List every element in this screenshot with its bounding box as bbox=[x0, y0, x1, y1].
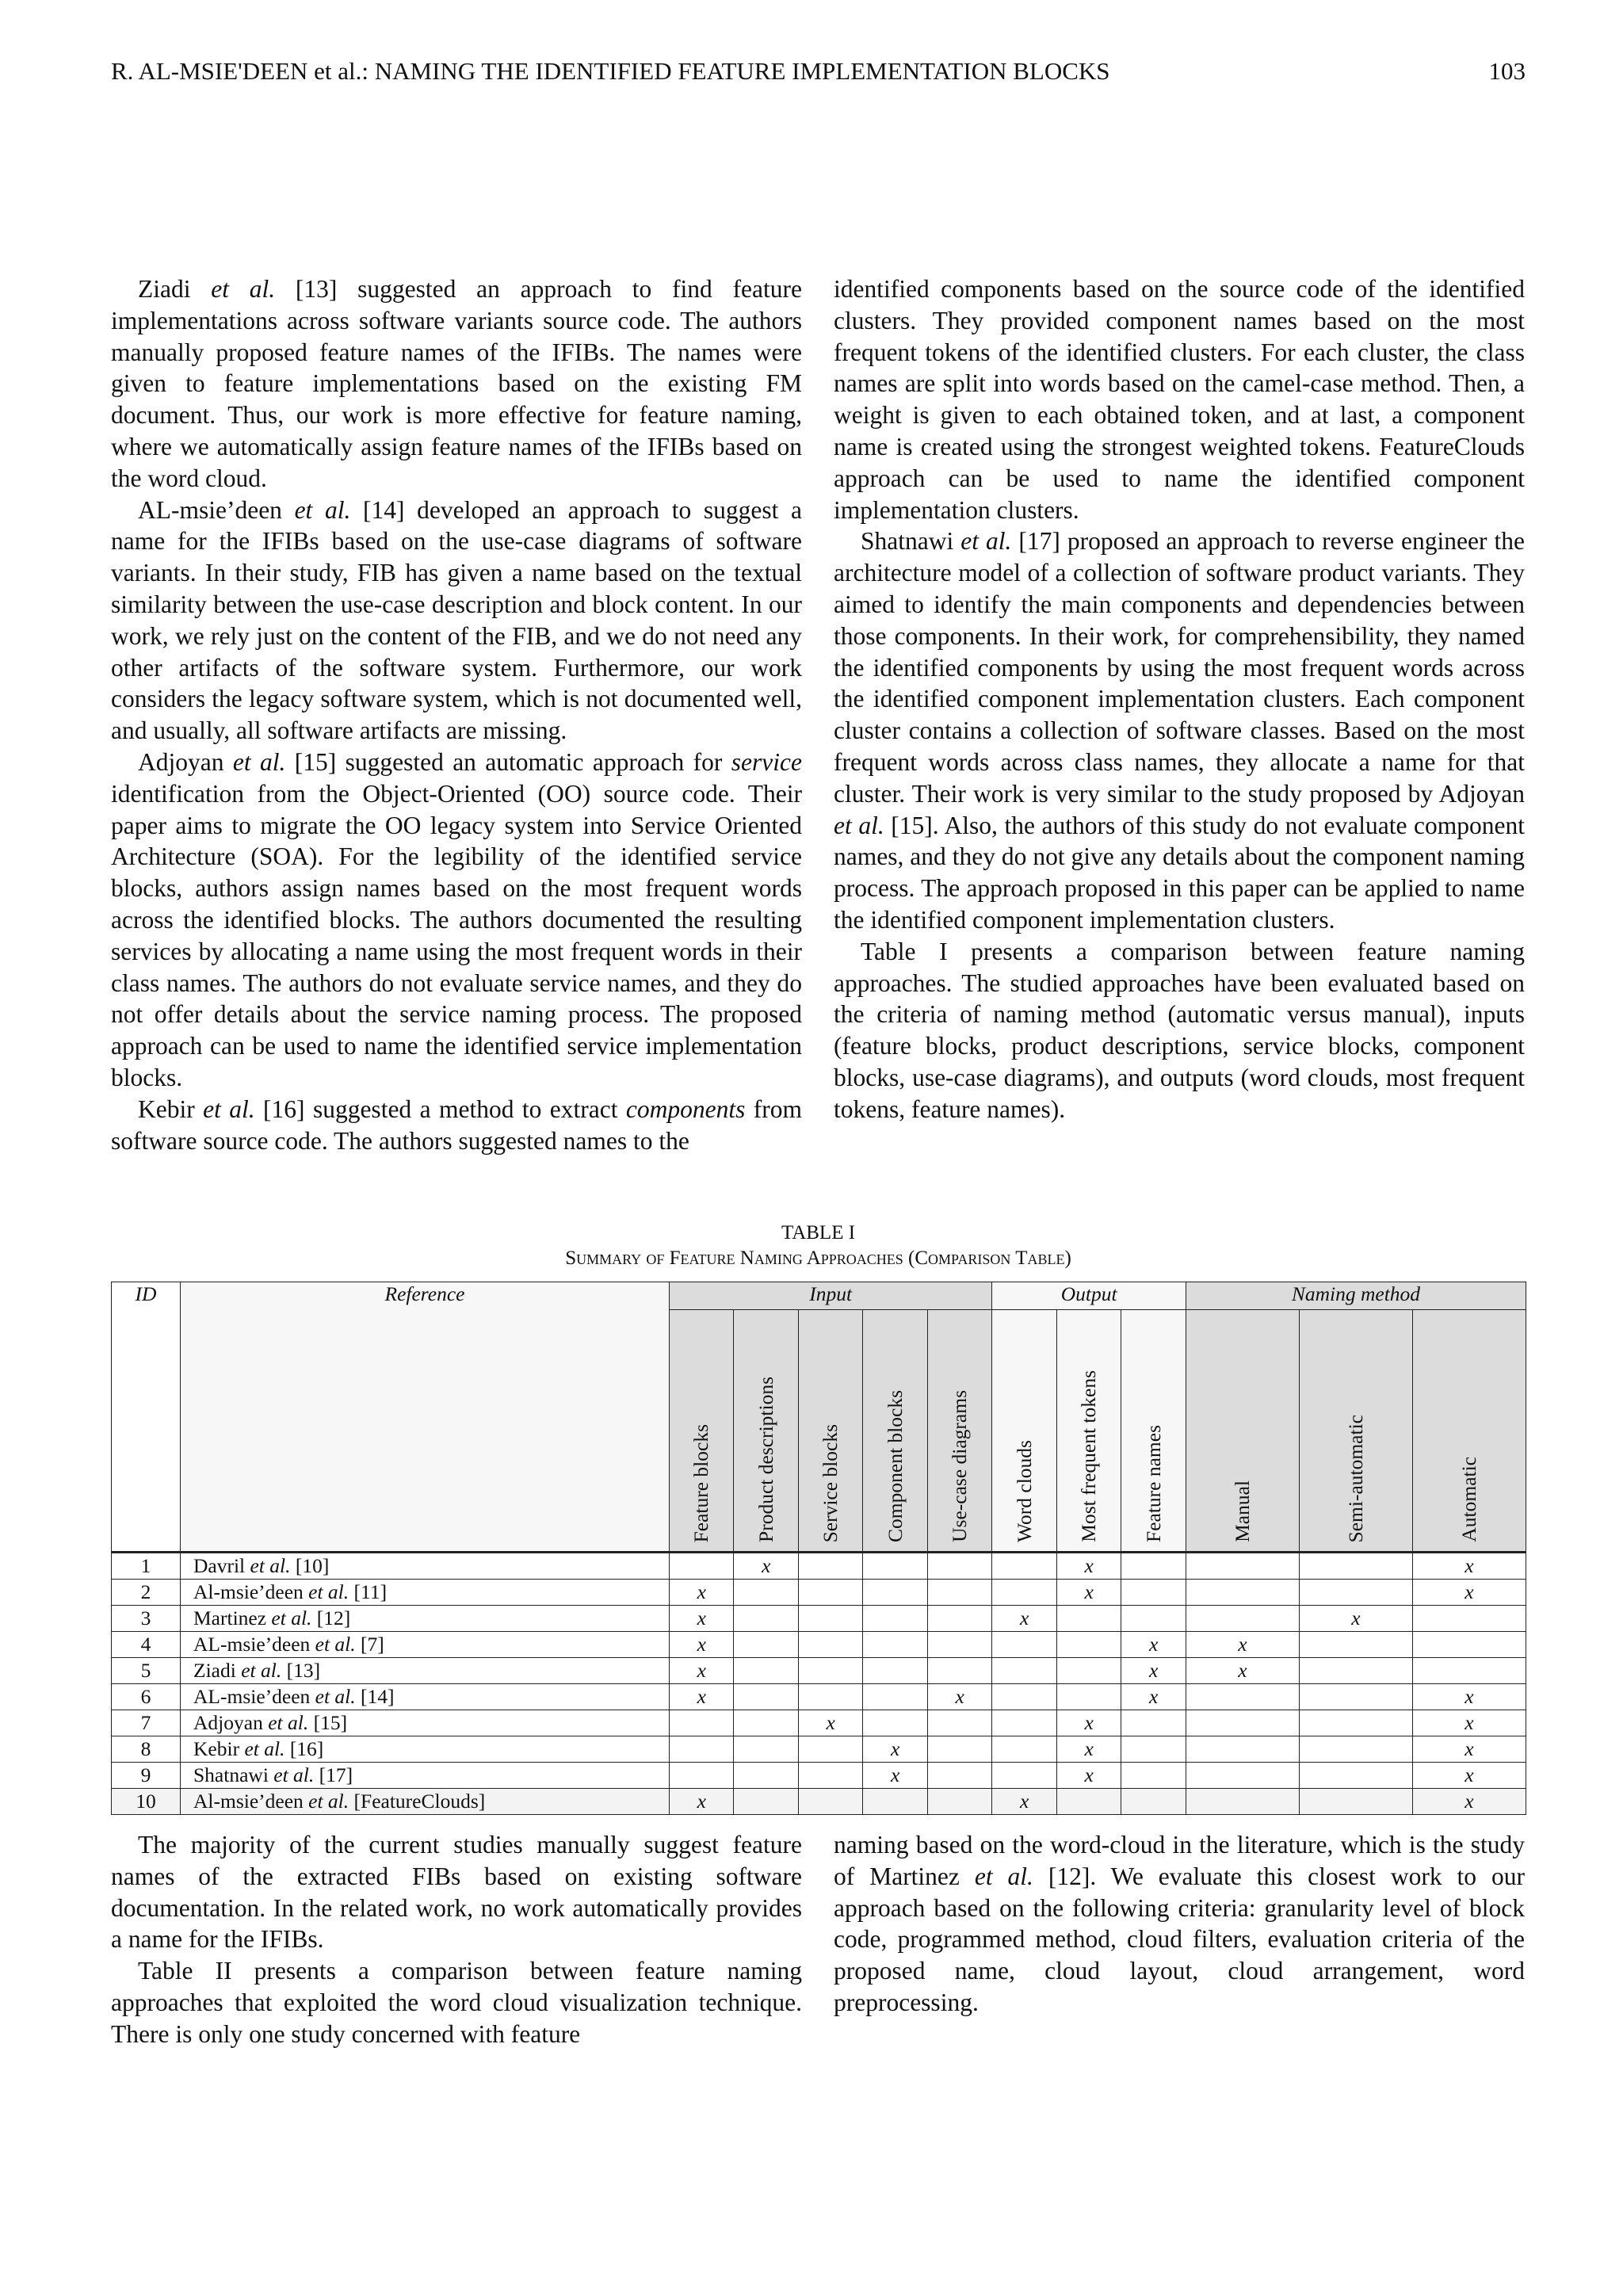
text: Shatnawi bbox=[861, 527, 961, 556]
column-header-label: Product descriptions bbox=[754, 1377, 777, 1542]
column-header-label: Automatic bbox=[1457, 1457, 1480, 1542]
column-header-label: Component blocks bbox=[883, 1390, 907, 1542]
mark-cell bbox=[927, 1763, 991, 1789]
mark-cell bbox=[992, 1684, 1056, 1710]
author: AL-msie’deen bbox=[193, 1685, 311, 1708]
row-reference bbox=[181, 1658, 670, 1684]
mark-cell bbox=[798, 1763, 862, 1789]
mark-cell bbox=[798, 1632, 862, 1658]
mark-cell bbox=[1299, 1553, 1412, 1580]
text: from software source code. The authors suggested names to the bbox=[111, 1095, 802, 1155]
mark-cell bbox=[670, 1763, 734, 1789]
paragraph bbox=[834, 525, 1525, 935]
mark-cell: x bbox=[798, 1710, 862, 1736]
mark-cell bbox=[734, 1684, 798, 1710]
mark-cell bbox=[992, 1658, 1056, 1684]
mark-cell bbox=[798, 1606, 862, 1632]
paragraph bbox=[834, 936, 1525, 1125]
mark-cell bbox=[734, 1789, 798, 1815]
mark-cell bbox=[992, 1736, 1056, 1763]
mark-cell bbox=[734, 1658, 798, 1684]
column-right-top bbox=[834, 273, 1525, 1125]
mark-cell bbox=[1299, 1789, 1412, 1815]
mark-cell bbox=[1056, 1789, 1121, 1815]
mark-cell bbox=[1056, 1632, 1121, 1658]
et-al: et al. bbox=[241, 1659, 282, 1682]
mark-cell: x bbox=[1412, 1580, 1526, 1606]
reference-header: Reference bbox=[181, 1282, 670, 1553]
mark-cell bbox=[927, 1658, 991, 1684]
mark-cell bbox=[798, 1553, 862, 1580]
text: Table II presents a comparison between feature naming approaches that exploited the word cloud visualization technique. There is only one study concerned with feature bbox=[111, 1957, 802, 2048]
mark-cell: x bbox=[992, 1789, 1056, 1815]
citation: [11] bbox=[353, 1580, 388, 1603]
column-header-label: Feature names bbox=[1141, 1425, 1165, 1542]
paragraph bbox=[834, 273, 1525, 525]
row-reference bbox=[181, 1789, 670, 1815]
row-id: 4 bbox=[112, 1632, 181, 1658]
mark-cell bbox=[734, 1606, 798, 1632]
author: Al-msie’deen bbox=[193, 1790, 304, 1813]
mark-cell bbox=[927, 1710, 991, 1736]
column-header-label: Service blocks bbox=[819, 1423, 842, 1542]
mark-cell bbox=[734, 1632, 798, 1658]
mark-cell bbox=[863, 1580, 927, 1606]
text: [14] developed an approach to suggest a name for the IFIBs based on the use-case diagrams of software variants. In their study, FIB has given a name based on the textual similarity between the use-case description and block content. In our work, we rely just on the content of the FIB, and we do not need any other artifacts of the software system. Furthermore, our work considers the legacy software system, which is not documented well, and usually, all software artifacts are missing. bbox=[111, 495, 802, 745]
mark-cell bbox=[863, 1710, 927, 1736]
author: Kebir bbox=[193, 1737, 240, 1760]
mark-cell: x bbox=[1121, 1658, 1186, 1684]
row-id: 2 bbox=[112, 1580, 181, 1606]
mark-cell: x bbox=[734, 1553, 798, 1580]
mark-cell: x bbox=[670, 1684, 734, 1710]
column-header bbox=[927, 1310, 991, 1553]
mark-cell: x bbox=[1186, 1658, 1299, 1684]
author: Al-msie’deen bbox=[193, 1580, 304, 1603]
text: naming based on the word-cloud in the literature, which is the study of Martinez bbox=[834, 1831, 1525, 1890]
mark-cell bbox=[798, 1736, 862, 1763]
mark-cell: x bbox=[670, 1580, 734, 1606]
italic-text: et al. bbox=[974, 1862, 1033, 1890]
et-al: et al. bbox=[244, 1737, 285, 1760]
mark-cell bbox=[927, 1580, 991, 1606]
mark-cell: x bbox=[1056, 1580, 1121, 1606]
row-reference bbox=[181, 1684, 670, 1710]
author: Ziadi bbox=[193, 1659, 236, 1682]
column-header bbox=[1299, 1310, 1412, 1553]
mark-cell bbox=[1121, 1736, 1186, 1763]
column-header-label: Use-case diagrams bbox=[948, 1390, 972, 1542]
row-reference bbox=[181, 1580, 670, 1606]
mark-cell bbox=[1121, 1789, 1186, 1815]
mark-cell: x bbox=[1412, 1736, 1526, 1763]
table-row bbox=[112, 1789, 1526, 1815]
mark-cell bbox=[863, 1632, 927, 1658]
text: Kebir bbox=[138, 1095, 204, 1123]
mark-cell: x bbox=[1056, 1736, 1121, 1763]
italic-text: et al. bbox=[211, 275, 276, 303]
author: Adjoyan bbox=[193, 1711, 263, 1734]
mark-cell: x bbox=[670, 1606, 734, 1632]
citation: [13] bbox=[286, 1659, 321, 1682]
et-al: et al. bbox=[273, 1763, 315, 1786]
table-row bbox=[112, 1632, 1526, 1658]
mark-cell bbox=[863, 1658, 927, 1684]
mark-cell bbox=[670, 1710, 734, 1736]
mark-cell: x bbox=[1412, 1763, 1526, 1789]
text: identified components based on the source code of the identified clusters. They provided component names based on the most frequent tokens of the identified clusters. For each cluster, the class names are split into words based on the camel-case method. Then, a weight is given to each obtained token, and at last, a component name is created using the strongest weighted tokens. FeatureClouds approach can be used to name the identified component implementation clusters. bbox=[834, 275, 1525, 524]
mark-cell bbox=[798, 1658, 862, 1684]
column-header bbox=[863, 1310, 927, 1553]
text: [15] suggested an automatic approach for bbox=[285, 747, 731, 776]
mark-cell bbox=[927, 1789, 991, 1815]
row-reference bbox=[181, 1710, 670, 1736]
mark-cell bbox=[927, 1632, 991, 1658]
table-row bbox=[112, 1580, 1526, 1606]
mark-cell bbox=[1299, 1763, 1412, 1789]
mark-cell bbox=[1186, 1606, 1299, 1632]
table-row bbox=[112, 1658, 1526, 1684]
mark-cell bbox=[1299, 1736, 1412, 1763]
text: [17] proposed an approach to reverse engineer the architecture model of a collection of software product variants. They aimed to identify the main components and dependencies between those components. In their work, for comprehensibility, they named the identified components by using the most frequent words across the identified component implementation clusters. Each component cluster contains a collection of software classes. Based on the most frequent words across class names, they allocate a name for that cluster. Their work is very similar to the study proposed by Adjoyan bbox=[834, 527, 1525, 808]
citation: [15] bbox=[313, 1711, 348, 1734]
row-id: 8 bbox=[112, 1736, 181, 1763]
citation: [16] bbox=[289, 1737, 324, 1760]
text: [12]. We evaluate this closest work to our approach based on the following criteria: granularity level of block code, programmed method, cloud filters, evaluation criteria of the proposed name, cloud layout, cloud arrangement, word preprocessing. bbox=[834, 1862, 1525, 2016]
mark-cell: x bbox=[863, 1763, 927, 1789]
column-left-top bbox=[111, 273, 802, 1156]
paragraph bbox=[834, 1829, 1525, 2019]
mark-cell bbox=[734, 1580, 798, 1606]
mark-cell bbox=[992, 1710, 1056, 1736]
mark-cell bbox=[670, 1736, 734, 1763]
paragraph bbox=[111, 273, 802, 495]
mark-cell: x bbox=[1412, 1789, 1526, 1815]
mark-cell: x bbox=[1056, 1763, 1121, 1789]
row-reference bbox=[181, 1632, 670, 1658]
paragraph bbox=[111, 747, 802, 1094]
mark-cell bbox=[1056, 1606, 1121, 1632]
mark-cell bbox=[734, 1710, 798, 1736]
mark-cell bbox=[927, 1553, 991, 1580]
mark-cell bbox=[1299, 1580, 1412, 1606]
et-al: et al. bbox=[315, 1685, 356, 1708]
text: Table I presents a comparison between feature naming approaches. The studied approaches have been evaluated based on the criteria of naming method (automatic versus manual), inputs (feature blocks, product descriptions, service blocks, component blocks, use-case diagrams), and outputs (word clouds, most frequent tokens, feature names). bbox=[834, 937, 1525, 1123]
text: Ziadi bbox=[138, 275, 212, 303]
text: Adjoyan bbox=[138, 747, 233, 776]
table-label: TABLE I bbox=[781, 1222, 856, 1244]
row-reference bbox=[181, 1763, 670, 1789]
mark-cell bbox=[798, 1580, 862, 1606]
column-header bbox=[992, 1310, 1056, 1553]
table-row bbox=[112, 1736, 1526, 1763]
mark-cell: x bbox=[927, 1684, 991, 1710]
et-al: et al. bbox=[308, 1580, 349, 1603]
id-header: ID bbox=[112, 1282, 181, 1553]
author: Shatnawi bbox=[193, 1763, 269, 1786]
paragraph bbox=[111, 1829, 802, 1955]
mark-cell: x bbox=[1299, 1606, 1412, 1632]
mark-cell bbox=[1056, 1684, 1121, 1710]
comparison-table bbox=[111, 1282, 1526, 1815]
column-header bbox=[798, 1310, 862, 1553]
mark-cell bbox=[1186, 1736, 1299, 1763]
mark-cell bbox=[1121, 1580, 1186, 1606]
citation: [10] bbox=[295, 1554, 330, 1577]
paragraph bbox=[111, 1094, 802, 1157]
mark-cell bbox=[1121, 1763, 1186, 1789]
table-row bbox=[112, 1684, 1526, 1710]
page-number: 103 bbox=[1488, 57, 1526, 85]
row-id: 9 bbox=[112, 1763, 181, 1789]
table-row bbox=[112, 1553, 1526, 1580]
mark-cell bbox=[1121, 1553, 1186, 1580]
paragraph bbox=[111, 495, 802, 747]
row-id: 6 bbox=[112, 1684, 181, 1710]
mark-cell bbox=[1186, 1553, 1299, 1580]
mark-cell bbox=[1121, 1606, 1186, 1632]
table-row bbox=[112, 1710, 1526, 1736]
table-row bbox=[112, 1763, 1526, 1789]
running-header bbox=[111, 57, 1526, 86]
et-al: et al. bbox=[271, 1606, 312, 1629]
mark-cell bbox=[798, 1789, 862, 1815]
row-reference bbox=[181, 1606, 670, 1632]
mark-cell: x bbox=[1121, 1684, 1186, 1710]
citation: [12] bbox=[316, 1606, 351, 1629]
row-reference bbox=[181, 1553, 670, 1580]
mark-cell bbox=[1412, 1606, 1526, 1632]
mark-cell bbox=[1186, 1580, 1299, 1606]
author: AL-msie’deen bbox=[193, 1633, 311, 1656]
mark-cell bbox=[863, 1606, 927, 1632]
mark-cell bbox=[992, 1763, 1056, 1789]
column-header bbox=[1056, 1310, 1121, 1553]
et-al: et al. bbox=[268, 1711, 309, 1734]
column-left-bottom bbox=[111, 1829, 802, 2050]
citation: [FeatureClouds] bbox=[353, 1790, 486, 1813]
mark-cell bbox=[992, 1632, 1056, 1658]
italic-text: et al. bbox=[834, 811, 884, 839]
mark-cell bbox=[1299, 1684, 1412, 1710]
citation: [7] bbox=[361, 1633, 384, 1656]
mark-cell bbox=[734, 1763, 798, 1789]
column-header bbox=[670, 1310, 734, 1553]
column-header-label: Semi-automatic bbox=[1343, 1414, 1367, 1542]
group-input: Input bbox=[670, 1282, 992, 1310]
mark-cell bbox=[992, 1553, 1056, 1580]
et-al: et al. bbox=[315, 1633, 356, 1656]
row-reference bbox=[181, 1736, 670, 1763]
mark-cell bbox=[1186, 1789, 1299, 1815]
mark-cell bbox=[1056, 1658, 1121, 1684]
text: [13] suggested an approach to find feature implementations across software variants source code. The authors manually proposed feature names of the IFIBs. The names were given to feature implementations based on the existing FM document. Thus, our work is more effective for feature naming, where we automatically assign feature names of the IFIBs based on the word cloud. bbox=[111, 275, 802, 492]
text: AL-msie’deen bbox=[138, 495, 295, 524]
italic-text: service bbox=[731, 747, 802, 776]
mark-cell bbox=[863, 1684, 927, 1710]
mark-cell bbox=[1186, 1684, 1299, 1710]
mark-cell: x bbox=[1412, 1710, 1526, 1736]
mark-cell bbox=[1299, 1658, 1412, 1684]
mark-cell bbox=[863, 1789, 927, 1815]
mark-cell bbox=[1186, 1710, 1299, 1736]
mark-cell: x bbox=[1412, 1553, 1526, 1580]
table-title: Summary of Feature Naming Approaches (Comparison Table) bbox=[565, 1247, 1071, 1269]
mark-cell: x bbox=[670, 1632, 734, 1658]
text: [15]. Also, the authors of this study do not evaluate component names, and they do not give any details about the component naming process. The approach proposed in this paper can be applied to name the identified component implementation clusters. bbox=[834, 811, 1525, 934]
mark-cell bbox=[1186, 1763, 1299, 1789]
mark-cell bbox=[1121, 1710, 1186, 1736]
row-id: 7 bbox=[112, 1710, 181, 1736]
paragraph bbox=[111, 1955, 802, 2050]
group-output: Output bbox=[992, 1282, 1186, 1310]
text: identification from the Object-Oriented (OO) source code. Their paper aims to migrate the OO legacy system into Service Oriented Architecture (SOA). For the legibility of the identified service blocks, authors assign names based on the most frequent words across the identified blocks. The authors documented the resulting services by allocating a name using the most frequent words in their class names. The authors do not evaluate service names, and they do not offer details about the service naming process. The proposed approach can be used to name the identified service implementation blocks. bbox=[111, 779, 802, 1091]
citation: [17] bbox=[319, 1763, 353, 1786]
mark-cell bbox=[798, 1684, 862, 1710]
mark-cell: x bbox=[1412, 1684, 1526, 1710]
italic-text: et al. bbox=[232, 747, 286, 776]
author: Martinez bbox=[193, 1606, 267, 1629]
column-header-label: Feature blocks bbox=[689, 1423, 713, 1542]
mark-cell: x bbox=[863, 1736, 927, 1763]
column-header bbox=[1412, 1310, 1526, 1553]
mark-cell bbox=[992, 1580, 1056, 1606]
row-id: 3 bbox=[112, 1606, 181, 1632]
mark-cell bbox=[1412, 1658, 1526, 1684]
mark-cell: x bbox=[1056, 1553, 1121, 1580]
row-id: 10 bbox=[112, 1789, 181, 1815]
column-header bbox=[1186, 1310, 1299, 1553]
mark-cell: x bbox=[1056, 1710, 1121, 1736]
table-caption bbox=[111, 1221, 1526, 1271]
et-al: et al. bbox=[308, 1790, 349, 1813]
row-id: 5 bbox=[112, 1658, 181, 1684]
italic-text: et al. bbox=[960, 527, 1012, 556]
column-header bbox=[1121, 1310, 1186, 1553]
mark-cell: x bbox=[992, 1606, 1056, 1632]
italic-text: et al. bbox=[203, 1095, 255, 1123]
citation: [14] bbox=[361, 1685, 395, 1708]
column-header bbox=[734, 1310, 798, 1553]
column-header-label: Word clouds bbox=[1012, 1440, 1036, 1542]
row-id: 1 bbox=[112, 1553, 181, 1580]
italic-text: et al. bbox=[294, 495, 351, 524]
mark-cell bbox=[927, 1606, 991, 1632]
mark-cell: x bbox=[670, 1789, 734, 1815]
mark-cell bbox=[734, 1736, 798, 1763]
mark-cell bbox=[670, 1553, 734, 1580]
text: [16] suggested a method to extract bbox=[254, 1095, 626, 1123]
mark-cell: x bbox=[670, 1658, 734, 1684]
mark-cell bbox=[1299, 1632, 1412, 1658]
mark-cell bbox=[1412, 1632, 1526, 1658]
et-al: et al. bbox=[250, 1554, 291, 1577]
column-header-label: Manual bbox=[1230, 1480, 1254, 1542]
mark-cell bbox=[927, 1736, 991, 1763]
mark-cell bbox=[863, 1553, 927, 1580]
text: The majority of the current studies manually suggest feature names of the extracted FIBs based on existing software documentation. In the related work, no work automatically provides a name for the IFIBs. bbox=[111, 1831, 802, 1954]
table-row bbox=[112, 1606, 1526, 1632]
running-title: R. AL-MSIE'DEEN et al.: NAMING THE IDENTIFIED FEATURE IMPLEMENTATION BLOCKS bbox=[111, 57, 1110, 85]
mark-cell: x bbox=[1121, 1632, 1186, 1658]
group-naming-method: Naming method bbox=[1186, 1282, 1526, 1310]
column-header-label: Most frequent tokens bbox=[1077, 1370, 1101, 1542]
mark-cell: x bbox=[1186, 1632, 1299, 1658]
italic-text: components bbox=[625, 1095, 746, 1123]
author: Davril bbox=[193, 1554, 246, 1577]
column-right-bottom bbox=[834, 1829, 1525, 2019]
mark-cell bbox=[1299, 1710, 1412, 1736]
